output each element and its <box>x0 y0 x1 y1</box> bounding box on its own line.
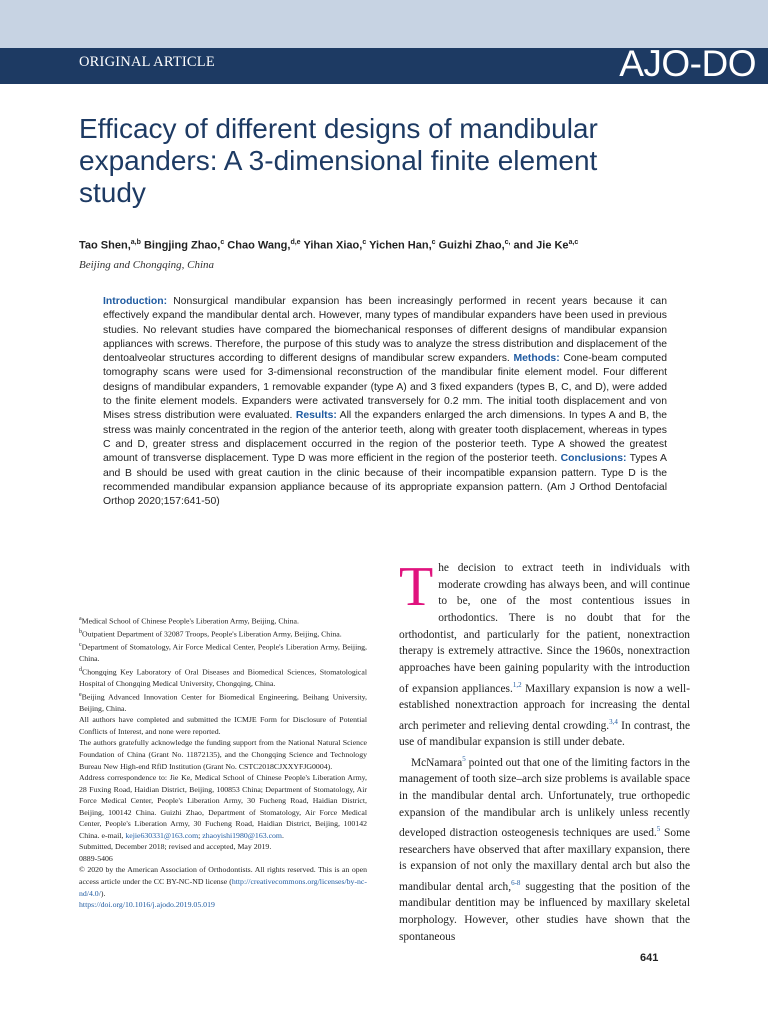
footnote-funding: The authors gratefully acknowledge the funding support from the National Natural Science Foundation of China (Grant No. 11872135), and the Chongqing Science and Technology Bureau New High-end RfiD Institution (Grant No. CSTC2018CJXXYFJG0004). <box>79 738 367 771</box>
author-name: Guizhi Zhao, <box>438 239 505 252</box>
author-name: Bingjing Zhao, <box>143 239 221 252</box>
abstract <box>103 295 667 509</box>
footnote-text: Chongqing Key Laboratory of Oral Diseases and Biomedical Sciences, Stomatological Hospital of Chongqing Medical University, Chongqing, China. <box>79 667 367 689</box>
footnote-affiliation <box>79 690 367 715</box>
author-affiliation: a,c <box>568 239 579 246</box>
citation-link[interactable]: 1,2 <box>512 680 522 689</box>
abstract-introduction-text: Nonsurgical mandibular expansion has been increasingly performed in recent years because it can effectively expand the mandibular dental arch. However, many types of mandibular expanders have been used in previous studies. No relevant studies have compared the biomechanical responses of different designs of mandibular expansion appliances with screws. Therefore, the purpose of this study was to analyze the stress distribution and displacement of the dentoalveolar structures according to different designs of mandibular screw expanders. <box>103 296 667 365</box>
article-section-label: ORIGINAL ARTICLE <box>79 54 215 70</box>
footnote-copyright <box>79 864 367 899</box>
license-link[interactable]: http://creativecommons.org/licenses/by-nc-nd/4.0/ <box>79 877 367 898</box>
footnote-affiliation <box>79 640 367 665</box>
footnote-affiliation <box>79 665 367 690</box>
abstract-heading-introduction: Introduction: <box>103 296 168 307</box>
separator: . <box>282 830 284 840</box>
drop-cap: T <box>399 556 434 618</box>
journal-logo: AJO-DO <box>619 43 756 84</box>
citation-link[interactable]: 3,4 <box>609 717 618 726</box>
footnote-affiliation <box>79 614 367 627</box>
paragraph-text: he decision to extract teeth in individuals with moderate crowding has always been, and will continue to be, one of the most contentious issues in orthodontics. There is no doubt that for the orthodontist, and particularly for the patient, nonextraction therapy is extremely attractive. Since the 1960s, nonextraction approaches have been gaining popularity with the introduction of expansion appliances. <box>399 562 690 695</box>
paragraph-text: In contrast, the use of mandibular expansion is still under debate. <box>399 719 691 749</box>
email-link[interactable]: zhaoyishi1980@163.com <box>202 830 282 840</box>
footnote-text: Department of Stomatology, Air Force Medical Center, People's Liberation Army, Beijing, China. <box>79 642 367 664</box>
copyright-text: © 2020 by the American Association of Orthodontists. All rights reserved. This is an open access article under the CC BY-NC-ND license ( <box>79 865 367 886</box>
footnote-conflicts: All authors have completed and submitted the ICMJE Form for Disclosure of Potential Conflicts of Interest, and none were reported. <box>79 715 367 736</box>
author-affiliation: c <box>431 239 436 246</box>
author-list <box>79 239 719 252</box>
abstract-methods-text: Cone-beam computed tomography scans were used for 3-dimensional reconstruction of the mandibular finite element model. Four different designs of mandibular expanders, 1 removable expander (type A) and 3 fixed expanders (types B, C, and D), were added to the finite element models. Expanders were activated transversely for 0.2 mm. The initial tooth displacement and von Mises stress distribution were evaluated. <box>103 353 667 422</box>
separator: ). <box>100 888 106 898</box>
journal-header-bar <box>0 43 768 84</box>
author-name: Yihan Xiao, <box>303 239 363 252</box>
separator: ; <box>198 830 203 840</box>
top-banner <box>0 0 768 48</box>
email-link[interactable]: kejie630331@163.com <box>125 830 199 840</box>
footnote-issn: 0889-5406 <box>79 853 113 863</box>
author-affiliation: c, <box>504 239 511 246</box>
footnote-marker: b <box>79 629 82 636</box>
citation-link[interactable]: 6-8 <box>511 879 521 887</box>
footnotes <box>79 614 367 911</box>
abstract-results-text: All the expanders enlarged the arch dimensions. In types A and B, the stress was mainly concentrated in the region of the anterior teeth, along with greater tooth displacement, whereas in types C and D, greater stress and displacement occurred in the region of the posterior teeth. Type A showed the greatest amount of transverse displacement. Type D was more efficient in the region of the posterior teeth. <box>103 410 667 465</box>
author-name: Tao Shen, <box>79 239 131 252</box>
paragraph-text: McNamara <box>411 756 463 769</box>
body-text <box>399 556 691 945</box>
footnote-marker: a <box>79 616 82 622</box>
footnote-text: Beijing Advanced Innovation Center for Biomedical Engineering, Beihang University, Beijing, China. <box>79 692 367 713</box>
author-location: Beijing and Chongqing, China <box>79 259 215 271</box>
citation-link[interactable]: 5 <box>656 825 661 834</box>
abstract-heading-methods: Methods: <box>513 353 560 365</box>
body-paragraph <box>399 556 691 751</box>
footnote-affiliation <box>79 627 367 640</box>
footnote-submitted: Submitted, December 2018; revised and accepted, May 2019. <box>79 842 272 852</box>
paragraph-text: suggesting that the position of the mandibular dentition may be influenced by maxillary skeletal morphology. However, other studies have shown that the spontaneous <box>399 880 690 943</box>
author-name: Chao Wang, <box>227 239 291 252</box>
citation-link[interactable]: 5 <box>462 754 466 763</box>
author-affiliation: a,b <box>130 239 141 246</box>
paragraph-text: Maxillary expansion is now a well-established nonextraction approach for increasing the dental arch perimeter and relieving dental crowding. <box>399 682 690 732</box>
footnote-text: Outpatient Department of 32087 Troops, People's Liberation Army, Beijing, China. <box>82 629 342 639</box>
abstract-heading-results: Results: <box>295 410 337 422</box>
author-name: Yichen Han, <box>369 239 432 252</box>
abstract-conclusions-text: Types A and B should be used with great caution in the clinic because of their incompatible expansion pattern. Type D is the recommended mandibular expansion appliance because of its appropriate expansion pattern. (Am J Orthod Dentofacial Orthop 2020;157:641-50) <box>103 453 667 508</box>
body-paragraph <box>399 751 690 946</box>
author-affiliation: c <box>220 239 225 246</box>
footnote-text: Medical School of Chinese People's Liberation Army, Beijing, China. <box>81 616 299 626</box>
correspondence-address: Address correspondence to: Jie Ke, Medical School of Chinese People's Liberation Army, 28 Fuxing Road, Haidian District, Beijing, 100853 China; Department of Stomatology, Air Force Medical Center, People's Liberation Army, 30 Fucheng Road, Haidian District, Beijing, 100142 China. Guizhi Zhao, Department of Stomatology, Air Force Medical Center, People's Liberation Army, 30 Fucheng Road, Haidian District, Beijing, 100142 China. e-mail, <box>79 773 367 840</box>
paragraph-text: pointed out that one of the limiting factors in the management of tooth size–arch size problems is available space in the mandibular dental arch. Unfortunately, true orthopedic expansion of the mandibular arch is unlikely unless recently developed distraction osteogenesis techniques are used. <box>399 756 690 840</box>
footnote-marker: c <box>79 642 82 649</box>
page-number: 641 <box>640 952 659 964</box>
author-affiliation: c <box>362 239 367 246</box>
footnote-doi <box>79 899 367 911</box>
author-affiliation: d,e <box>290 239 301 246</box>
footnote-marker: e <box>79 691 82 698</box>
doi-link[interactable]: https://doi.org/10.1016/j.ajodo.2019.05.019 <box>79 900 215 910</box>
article-title: Efficacy of different designs of mandibular expanders: A 3-dimensional finite element study <box>79 113 598 208</box>
author-name: and Jie Ke <box>513 239 569 252</box>
footnote-marker: d <box>79 666 82 673</box>
paragraph-text: Some researchers have observed that after maxillary expansion, there is expansion of not only the maxillary dental arch but also the mandibular dental arch, <box>399 827 691 893</box>
footnote-correspondence <box>79 772 367 841</box>
abstract-heading-conclusions: Conclusions: <box>560 453 627 465</box>
